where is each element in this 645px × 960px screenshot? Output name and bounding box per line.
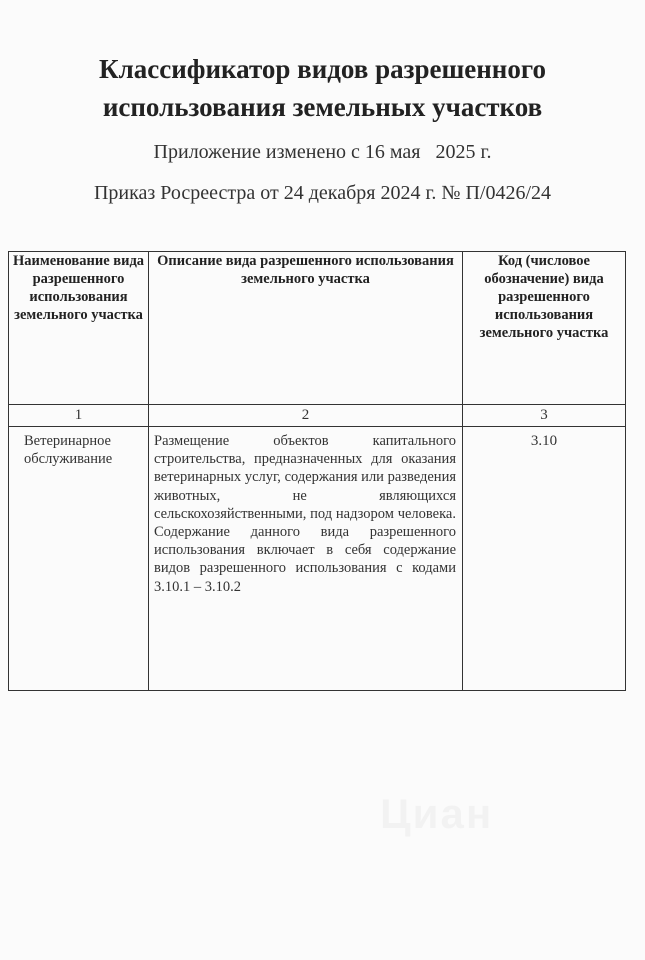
column-number-1: 1 [9, 405, 149, 427]
title-line-2: использования земельных участков [102, 92, 543, 122]
amendment-note-text: Приложение изменено с 16 мая [153, 141, 421, 163]
table-row [9, 427, 626, 691]
classifier-table [8, 251, 626, 691]
header-name: Наименование вида разрешенного использования земельного участка [9, 252, 149, 405]
table-header-row [9, 252, 626, 405]
amendment-note [0, 141, 645, 164]
header-code: Код (числовое обозначение) вида разрешенного использования земельного участка [463, 252, 626, 405]
watermark-logo [380, 790, 493, 838]
order-reference: Приказ Росреестра от 24 декабря 2024 г. № П/0426/24 [93, 182, 552, 204]
title-line-1: Классификатор видов разрешенного [99, 54, 546, 84]
row-name: Ветеринарное обслуживание [9, 427, 149, 691]
header-description: Описание вида разрешенного использования земельного участка [149, 252, 463, 405]
row-description: Размещение объектов капитального строительства, предназначенных для оказания ветеринарных услуг, содержания или разведения животных, не являющихся сельскохозяйственными, под надзором человека. Содержание данного вида разрешенного использования включает в себя содержание видов разрешенного использования с кодами 3.10.1 – 3.10.2 [149, 427, 463, 691]
column-number-row [9, 405, 626, 427]
amendment-note-year: 2025 г. [435, 141, 492, 163]
document-title [0, 50, 645, 126]
row-code: 3.10 [463, 427, 626, 691]
column-number-2: 2 [149, 405, 463, 427]
column-number-3: 3 [463, 405, 626, 427]
